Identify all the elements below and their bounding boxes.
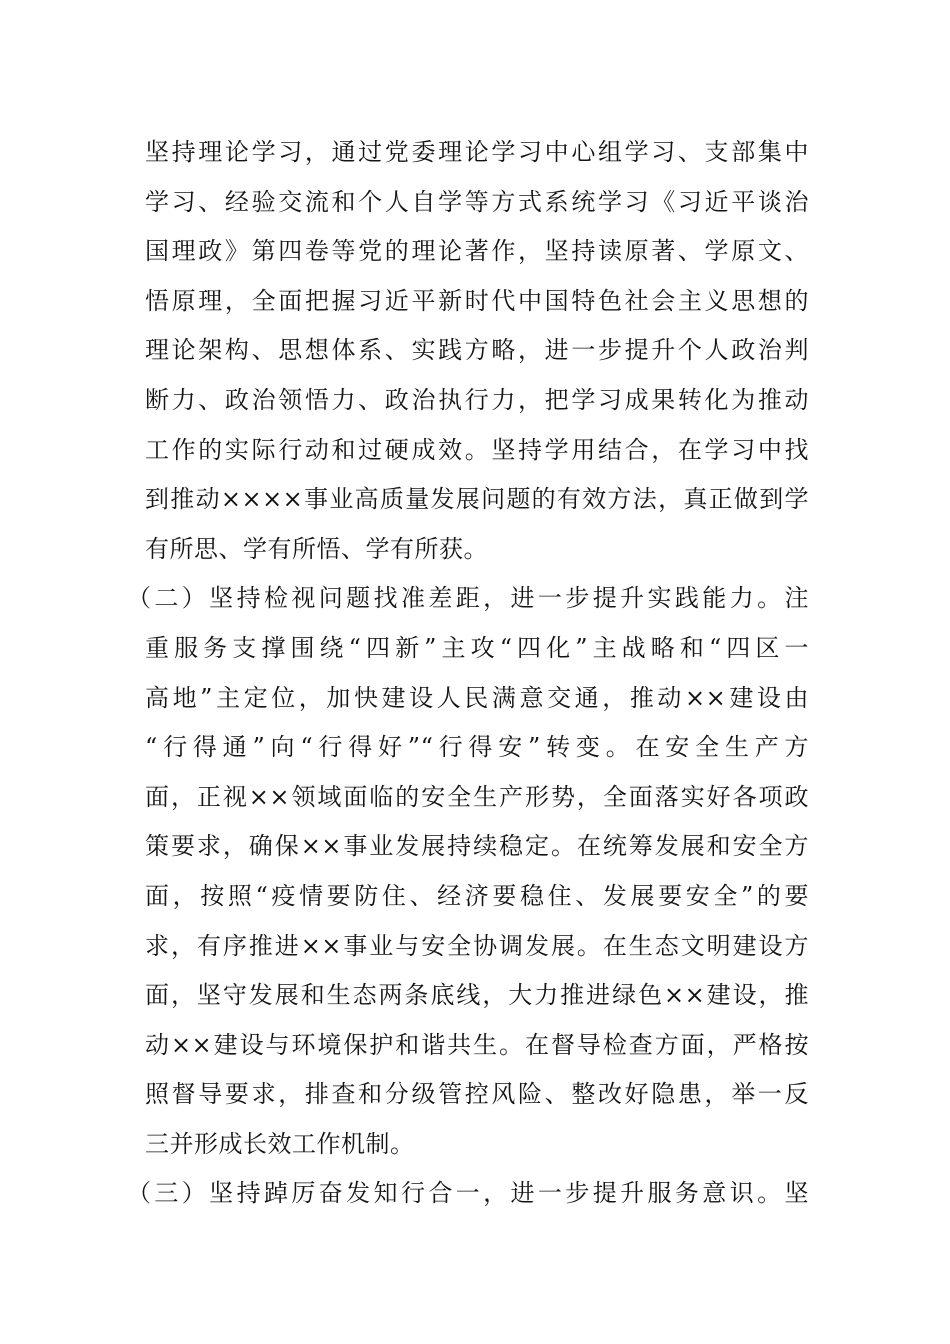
text-line: 面，按照“疫情要防住、经济要稳住、发展要安全”的要 (145, 881, 809, 910)
text-line: 悟原理，全面把握习近平新时代中国特色社会主义思想的 (145, 286, 809, 315)
text-line: 面，坚守发展和生态两条底线，大力推进绿色××建设，推 (145, 981, 809, 1010)
text-line: 理论架构、思想体系、实践方略，进一步提升个人政治判 (145, 336, 809, 365)
text-line: “行得通”向“行得好”“行得安”转变。在安全生产方 (145, 733, 809, 762)
text-line: 重服务支撑围绕“四新”主攻“四化”主战略和“四区一 (145, 633, 809, 662)
section-heading-line: （二）坚持检视问题找准差距，进一步提升实践能力。注 (127, 584, 809, 613)
text-line: 坚持理论学习，通过党委理论学习中心组学习、支部集中 (145, 138, 809, 166)
text-line: 照督导要求，排查和分级管控风险、整改好隐患，举一反 (145, 1080, 809, 1109)
text-line: 工作的实际行动和过硬成效。坚持学用结合，在学习中找 (145, 435, 809, 464)
text-line: 学习、经验交流和个人自学等方式系统学习《习近平谈治 (145, 187, 809, 216)
text-line: 三并形成长效工作机制。 (145, 1129, 415, 1158)
document-body (127, 128, 809, 1219)
text-line: 有所思、学有所悟、学有所获。 (145, 534, 488, 563)
text-line: 高地”主定位，加快建设人民满意交通，推动××建设由 (145, 683, 809, 712)
text-line: 策要求，确保××事业发展持续稳定。在统筹发展和安全方 (145, 832, 809, 861)
text-line: 断力、政治领悟力、政治执行力，把学习成果转化为推动 (145, 385, 809, 414)
text-line: 求，有序推进××事业与安全协调发展。在生态文明建设方 (145, 931, 809, 960)
text-line: 国理政》第四卷等党的理论著作，坚持读原著、学原文、 (145, 237, 809, 266)
text-line: 动××建设与环境保护和谐共生。在督导检查方面，严格按 (145, 1030, 809, 1059)
text-line: 面，正视××领域面临的安全生产形势，全面落实好各项政 (145, 782, 809, 811)
text-line: 到推动××××事业高质量发展问题的有效方法，真正做到学 (145, 485, 809, 514)
section-heading-line: （三）坚持踔厉奋发知行合一，进一步提升服务意识。坚 (127, 1179, 809, 1208)
